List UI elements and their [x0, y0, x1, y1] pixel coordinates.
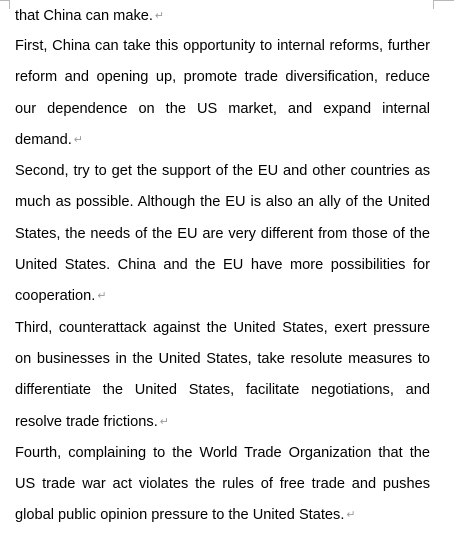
- paragraph-third[interactable]: [15, 313, 430, 438]
- crop-mark-top-left-vertical: [9, 0, 10, 9]
- paragraph-mark-icon: ↵: [346, 509, 356, 522]
- crop-mark-top-left: [0, 0, 9, 1]
- paragraph-mark-icon: ↵: [73, 133, 84, 146]
- paragraph-first[interactable]: [15, 31, 430, 156]
- paragraph-text: First, China can take this opportunity to internal reforms, further reform and opening up, promote trade diversification, reduce our dependence on the US market, and expand internal demand.: [15, 38, 430, 148]
- document-body[interactable]: [15, 3, 430, 532]
- paragraph-intro-fragment[interactable]: [15, 3, 430, 29]
- paragraph-text: Second, try to get the support of the EU and other countries as much as possible. Although the EU is also an ally of the United States, the needs of the EU are very different from those of the United States. China and the EU have more possibilities for cooperation.: [15, 163, 430, 305]
- paragraph-mark-icon: ↵: [97, 290, 107, 303]
- crop-mark-top-right: [433, 0, 454, 1]
- paragraph-text: that China can make.: [15, 8, 153, 24]
- crop-mark-top-right-vertical: [433, 0, 434, 9]
- paragraph-text: Fourth, complaining to the World Trade Organization that the US trade war act violates the rules of free trade and pushes global public opinion pressure to the United States.: [15, 444, 430, 524]
- paragraph-fourth[interactable]: [15, 438, 430, 532]
- paragraph-mark-icon: ↵: [159, 415, 169, 428]
- paragraph-second[interactable]: [15, 156, 430, 312]
- paragraph-text: Third, counterattack against the United States, exert pressure on businesses in the United States, take resolute measures to differentiate the United States, facilitate negotiations, and resolve trade frictions.: [15, 319, 430, 430]
- paragraph-mark-icon: ↵: [154, 10, 165, 22]
